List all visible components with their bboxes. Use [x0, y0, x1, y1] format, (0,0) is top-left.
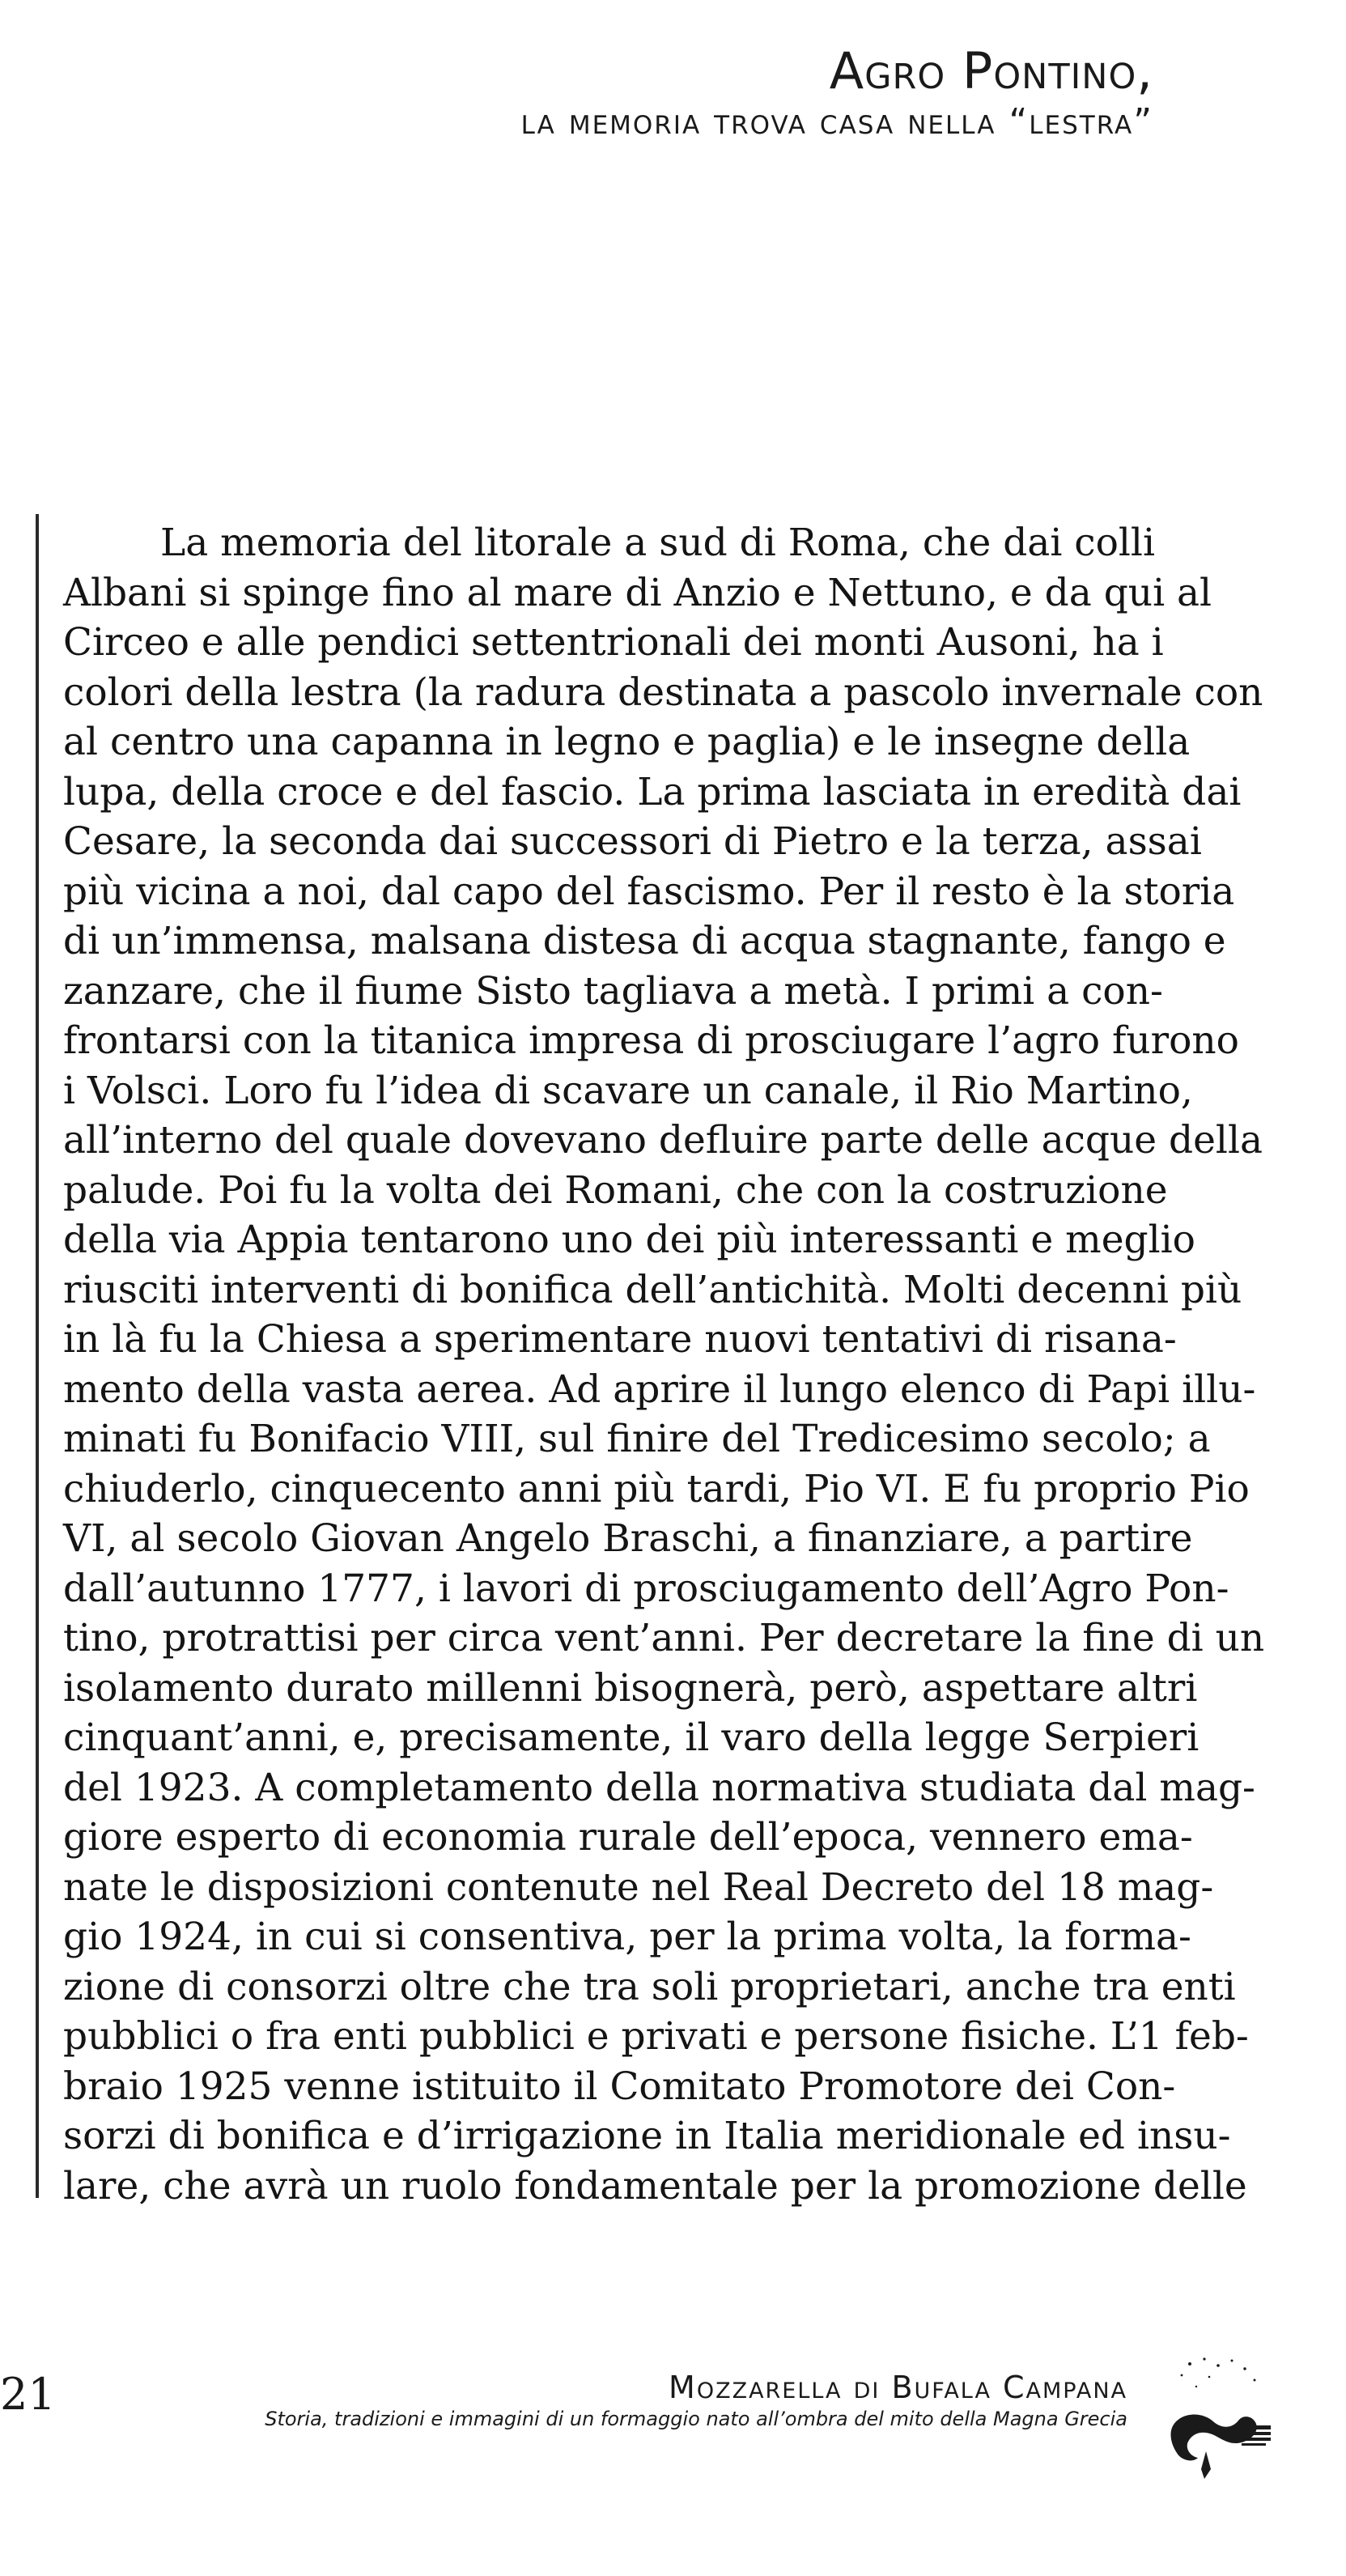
book-subtitle: Storia, tradizioni e immagini di un formaggio nato all’ombra del mito della Magna Grecia	[265, 2408, 1127, 2430]
chapter-subtitle: la memoria trova casa nella “lestra”	[520, 101, 1153, 142]
body-line: del 1923. A completamento della normativa studiata dal mag-	[63, 1765, 1255, 1810]
book-title: Mozzarella di Bufala Campana	[669, 2370, 1127, 2405]
body-line: zanzare, che il fiume Sisto tagliava a metà. I primi a con-	[63, 968, 1163, 1014]
body-line: minati fu Bonifacio VIII, sul finire del Tredicesimo secolo; a	[63, 1417, 1211, 1461]
body-line: chiuderlo, cinquecento anni più tardi, Pio VI. E fu proprio Pio	[63, 1466, 1250, 1511]
body-paragraph	[63, 518, 1265, 2211]
body-line: lare, che avrà un ruolo fondamentale per la promozione delle	[63, 2163, 1247, 2208]
body-line: La memoria del litorale a sud di Roma, che dai colli	[160, 521, 1155, 565]
body-line: al centro una capanna in legno e paglia) e le insegne della	[63, 720, 1191, 764]
body-line: VI, al secolo Giovan Angelo Braschi, a finanziare, a partire	[63, 1516, 1193, 1561]
body-line: mento della vasta aerea. Ad aprire il lungo elenco di Papi illu-	[63, 1367, 1256, 1412]
body-line: all’interno del quale dovevano defluire parte delle acque della	[63, 1118, 1263, 1163]
publisher-logo-icon	[1157, 2348, 1279, 2485]
body-line: in là fu la Chiesa a sperimentare nuovi tentativi di risana-	[63, 1317, 1177, 1362]
body-line: colori della lestra (la radura destinata a pascolo invernale con	[63, 670, 1263, 715]
body-line: Cesare, la seconda dai successori di Pietro e la terza, assai	[63, 819, 1202, 864]
body-line: cinquant’anni, e, precisamente, il varo della legge Serpieri	[63, 1715, 1200, 1760]
body-line: riusciti interventi di bonifica dell’antichità. Molti decenni più	[63, 1267, 1242, 1312]
body-line: Albani si spinge fino al mare di Anzio e Nettuno, e da qui al	[63, 570, 1212, 615]
body-line: sorzi di bonifica e d’irrigazione in Italia meridionale ed insu-	[63, 2114, 1231, 2158]
body-line: braio 1925 venne istituito il Comitato Promotore dei Con-	[63, 2064, 1176, 2109]
body-line: di un’immensa, malsana distesa di acqua stagnante, fango e	[63, 919, 1226, 963]
chapter-header	[521, 42, 1153, 144]
body-line: nate le disposizioni contenute nel Real Decreto del 18 mag-	[63, 1864, 1214, 1910]
running-footer	[265, 2370, 1127, 2430]
page-number: 21	[0, 2369, 56, 2420]
body-line: gio 1924, in cui si consentiva, per la prima volta, la forma-	[63, 1915, 1191, 1959]
body-line: frontarsi con la titanica impresa di prosciugare l’agro furono	[63, 1018, 1239, 1063]
body-line: più vicina a noi, dal capo del fascismo. Per il resto è la storia	[63, 869, 1235, 914]
body-line: lupa, della croce e del fascio. La prima lasciata in eredità dai	[63, 769, 1242, 814]
chapter-title: Agro Pontino,	[829, 41, 1153, 100]
body-line: zione di consorzi oltre che tra soli proprietari, anche tra enti	[63, 1964, 1236, 2009]
body-line: pubblici o fra enti pubblici e privati e persone fisiche. L’1 feb-	[63, 2014, 1249, 2059]
margin-rule	[36, 514, 39, 2198]
body-line: dall’autunno 1777, i lavori di prosciugamento dell’Agro Pon-	[63, 1566, 1229, 1611]
body-line: i Volsci. Loro fu l’idea di scavare un canale, il Rio Martino,	[63, 1068, 1193, 1113]
body-line: palude. Poi fu la volta dei Romani, che con la costruzione	[63, 1167, 1168, 1213]
body-line: tino, protrattisi per circa vent’anni. Per decretare la fine di un	[63, 1616, 1265, 1660]
body-line: giore esperto di economia rurale dell’epoca, vennero ema-	[63, 1815, 1193, 1860]
body-line: della via Appia tentarono uno dei più interessanti e meglio	[63, 1218, 1195, 1262]
body-line: Circeo e alle pendici settentrionali dei monti Ausoni, ha i	[63, 620, 1164, 665]
body-line: isolamento durato millenni bisognerà, però, aspettare altri	[63, 1665, 1198, 1711]
